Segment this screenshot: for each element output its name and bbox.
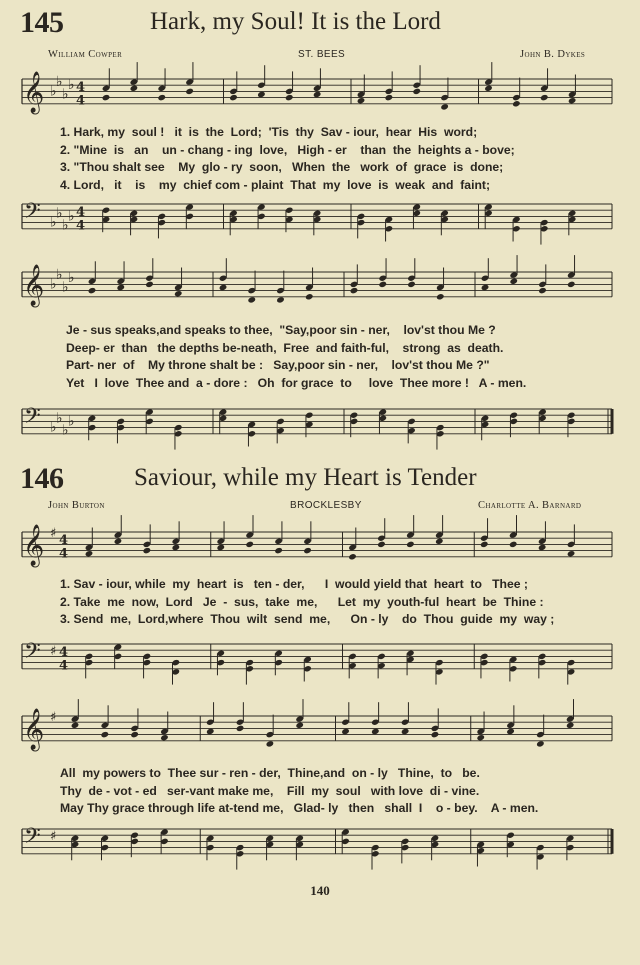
time-signature-top: 4 — [59, 532, 69, 548]
note-head — [219, 284, 228, 291]
bass-staff — [0, 200, 640, 240]
note-head — [480, 541, 489, 548]
hymn-author: John Burton — [48, 500, 105, 511]
lyric-line: May Thy grace through life at-tend me, Glad- ly then shall I o - bey. A - men. — [60, 801, 539, 816]
note-head — [85, 550, 94, 557]
treble-staff — [0, 72, 640, 115]
note-head — [566, 722, 575, 729]
note-head — [509, 541, 518, 548]
lyrics-block — [66, 322, 626, 392]
note-head — [160, 734, 169, 741]
note-head — [236, 725, 245, 732]
note-head — [285, 94, 294, 101]
time-signature-bottom: 4 — [76, 218, 86, 234]
note-head — [536, 740, 545, 747]
note-head — [216, 544, 225, 551]
flat-icon: ♭ — [50, 419, 57, 436]
note-head — [401, 728, 410, 735]
flat-icon: ♭ — [62, 422, 69, 439]
note-head — [512, 100, 521, 107]
time-signature-top: 4 — [76, 204, 86, 220]
bass-staff — [0, 405, 640, 445]
lyrics-block — [60, 124, 620, 194]
treble-staff — [0, 525, 640, 568]
note-head — [303, 547, 312, 554]
time-signature-bottom: 4 — [59, 658, 69, 674]
flat-icon: ♭ — [50, 276, 57, 293]
time-signature-bottom: 4 — [76, 93, 86, 109]
note-head — [440, 103, 449, 110]
note-head — [157, 94, 166, 101]
note-head — [185, 88, 194, 95]
note-head — [436, 293, 445, 300]
lyric-line: 4. Lord, it is my chief com - plaint That my love is weak and faint; — [60, 177, 491, 192]
flat-icon: ♭ — [68, 208, 75, 225]
note-head — [476, 734, 485, 741]
note-head — [567, 281, 576, 288]
note-head — [350, 287, 359, 294]
hymn-title: Hark, my Soul! It is the Lord — [150, 8, 441, 35]
sharp-icon: ♯ — [50, 829, 57, 845]
note-head — [88, 287, 97, 294]
note-head — [229, 94, 238, 101]
note-head — [71, 722, 80, 729]
time-signature-bottom: 4 — [59, 546, 69, 562]
flat-icon: ♭ — [68, 413, 75, 430]
flat-icon: ♭ — [50, 214, 57, 231]
hymn-composer: Charlotte A. Barnard — [478, 500, 582, 511]
treble-clef-icon: 𝄞 — [23, 525, 45, 566]
lyric-line: 2. Take me now, Lord Je - sus, take me, Let my youth-ful heart be Thine : — [60, 594, 544, 609]
lyric-line: All my powers to Thee sur - ren - der, Thine,and on - ly Thine, to be. — [60, 766, 480, 780]
bass-staff — [0, 640, 640, 680]
bass-staff — [0, 825, 640, 865]
note-head — [130, 731, 139, 738]
hymn-tune: BROCKLESBY — [290, 500, 362, 511]
lyric-line: 3. Send me, Lord,where Thou wilt send me, On - ly do Thou guide my way ; — [60, 612, 555, 627]
time-signature-top: 4 — [76, 79, 86, 95]
note-head — [406, 541, 415, 548]
note-head — [101, 731, 110, 738]
flat-icon: ♭ — [56, 74, 63, 91]
note-head — [143, 547, 152, 554]
note-head — [407, 281, 416, 288]
note-head — [385, 94, 394, 101]
note-head — [509, 278, 518, 285]
note-head — [313, 91, 322, 98]
lyrics-block — [60, 765, 620, 818]
note-head — [568, 97, 577, 104]
sharp-icon: ♯ — [50, 644, 57, 660]
note-head — [247, 296, 256, 303]
flat-icon: ♭ — [56, 205, 63, 222]
note-head — [540, 94, 549, 101]
hymn-composer: John B. Dykes — [520, 49, 586, 60]
flat-icon: ♭ — [50, 83, 57, 100]
note-head — [274, 547, 283, 554]
flat-icon: ♭ — [62, 86, 69, 103]
note-head — [114, 538, 123, 545]
hymn-number: 145 — [20, 6, 64, 39]
sharp-icon: ♯ — [50, 710, 57, 725]
note-head — [145, 281, 154, 288]
bass-clef-icon: 𝄢 — [24, 199, 41, 229]
note-head — [102, 94, 111, 101]
time-signature-top: 4 — [59, 644, 69, 660]
note-head — [484, 85, 493, 92]
bass-clef-icon: 𝄢 — [24, 404, 41, 434]
note-head — [305, 293, 314, 300]
note-head — [435, 538, 444, 545]
note-head — [348, 553, 357, 560]
lyric-line: Je - sus speaks,and speaks to thee, "Say,poor sin - ner, lov'st thou Me ? — [66, 323, 496, 337]
treble-clef-icon: 𝄞 — [23, 709, 45, 750]
sharp-icon: ♯ — [50, 526, 57, 541]
lyric-line: Part- ner of My throne shalt be : Say,poor sin - ner, lov'st thou Me ?" — [66, 358, 490, 373]
note-head — [412, 88, 421, 95]
hymn-number: 146 — [20, 462, 64, 495]
flat-icon: ♭ — [56, 410, 63, 427]
note-head — [341, 728, 350, 735]
flat-icon: ♭ — [62, 217, 69, 234]
note-head — [567, 550, 576, 557]
note-head — [378, 281, 387, 288]
lyrics-block — [60, 576, 620, 629]
lyric-line: 3. "Thou shalt see My glo - ry soon, When the work of grace is done; — [60, 160, 504, 175]
flat-icon: ♭ — [68, 270, 75, 287]
note-head — [116, 284, 125, 291]
treble-clef-icon: 𝄞 — [23, 72, 45, 113]
note-head — [371, 728, 380, 735]
note-head — [377, 541, 386, 548]
page-number: 140 — [310, 883, 330, 898]
note-head — [206, 728, 215, 735]
note-head — [172, 544, 181, 551]
note-head — [174, 290, 183, 297]
note-head — [245, 541, 254, 548]
note-head — [431, 731, 440, 738]
hymn-author: William Cowper — [48, 49, 123, 60]
note-head — [481, 284, 490, 291]
flat-icon: ♭ — [56, 267, 63, 284]
lyric-line: 1. Hark, my soul ! it is the Lord; 'Tis thy Sav - iour, hear His word; — [60, 125, 478, 139]
hymn-tune: ST. BEES — [298, 49, 346, 60]
lyric-line: Thy de - vot - ed ser-vant make me, Fill my soul with love di - vine. — [60, 783, 480, 798]
treble-clef-icon: 𝄞 — [23, 265, 45, 306]
note-head — [266, 740, 275, 747]
note-head — [130, 85, 139, 92]
treble-staff — [0, 265, 640, 308]
note-head — [538, 544, 547, 551]
lyric-line: 1. Sav - iour, while my heart is ten - der, I would yield that heart to Thee ; — [60, 577, 528, 591]
bass-clef-icon: 𝄢 — [24, 824, 41, 854]
lyric-line: Yet I love Thee and a - dore : Oh for grace to love Thee more ! A - men. — [66, 375, 527, 390]
lyric-line: 2. "Mine is an un - chang - ing love, High - er than the heights a - bove; — [60, 142, 515, 157]
note-head — [295, 722, 304, 729]
flat-icon: ♭ — [62, 279, 69, 296]
note-head — [538, 287, 547, 294]
treble-staff — [0, 709, 640, 752]
hymn-title: Saviour, while my Heart is Tender — [134, 464, 477, 491]
bass-clef-icon: 𝄢 — [24, 639, 41, 669]
note-head — [276, 296, 285, 303]
note-head — [257, 91, 266, 98]
note-head — [506, 728, 515, 735]
lyric-line: Deep- er than the depths be-neath, Free and faith-ful, strong as death. — [66, 340, 504, 355]
note-head — [357, 97, 366, 104]
flat-icon: ♭ — [68, 77, 75, 94]
